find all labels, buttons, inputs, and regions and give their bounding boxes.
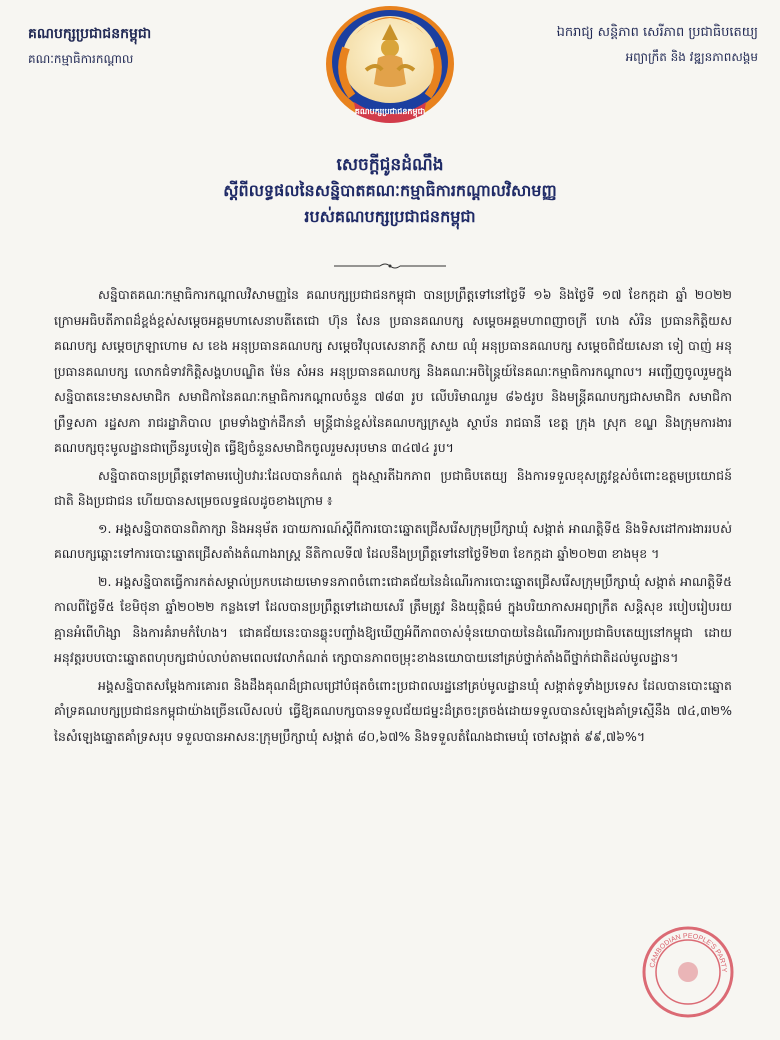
- document-body: [54, 282, 732, 751]
- logo-caption: គណបក្សប្រជាជនកម្ពុជា: [354, 107, 426, 116]
- svg-text:CAMBODIAN PEOPLE'S PARTY: CAMBODIAN PEOPLE'S PARTY: [649, 932, 728, 973]
- paragraph-item-2: ២. អង្គសន្និបាតធ្វើការកត់សម្គាល់ប្រកបដោយមោទនភាពចំពោះជោគជ័យនៃដំណើរការបោះឆ្នោតជ្រើសរើសក្រុមប្រឹក្សាឃុំ សង្កាត់ អាណត្តិទី៥ កាលពីថ្ងៃទី៥ ខែមិថុនា ឆ្នាំ២០២២ កន្លងទៅ ដែលបានប្រព្រឹត្តទៅដោយសេរី ត្រឹមត្រូវ និងយុត្តិធម៌ ក្នុងបរិយាកាសអព្យាក្រឹត សន្តិសុខ របៀបរៀបរយ គ្មានអំពើហិង្សា និងការគំរាមកំហែង។ ជោគជ័យនេះបានឆ្លុះបញ្ចាំងឱ្យឃើញអំពីភាពចាស់ទុំនយោបាយនៃដំណើរការប្រជាធិបតេយ្យនៅកម្ពុជា ដោយអនុវត្តរបបបោះឆ្នោតពហុបក្សជាប់លាប់តាមពេលវេលាកំណត់ ក្សោបានភាពចម្រុះខាងនយោបាយនៅគ្រប់ថ្នាក់តាំងពីថ្នាក់ជាតិដល់មូលដ្ឋាន។: [54, 573, 732, 665]
- title-line3: របស់គណបក្សប្រជាជនកម្ពុជា: [304, 207, 476, 226]
- paragraph-agenda: សន្និបាតបានប្រព្រឹត្តទៅតាមរបៀបវារៈដែលបានកំណត់ ក្នុងស្មារតីឯកភាព ប្រជាធិបតេយ្យ និងការទទួលខុសត្រូវខ្ពស់ចំពោះឧត្តមប្រយោជន៍ជាតិ និងប្រជាជន ហើយបានសម្រេចលទ្ធផលដូចខាងក្រោម ៖: [54, 467, 732, 508]
- national-motto-line2: អព្យាក្រឹត និង វឌ្ឍនភាពសង្គម: [625, 50, 758, 64]
- title-line1: សេចក្តីជូនដំណឹង: [336, 155, 444, 175]
- committee-name: គណៈកម្មាធិការកណ្តាល: [28, 52, 134, 66]
- national-motto-line1: ឯករាជ្យ សន្តិភាព សេរីភាព ប្រជាធិបតេយ្យ: [556, 25, 758, 40]
- document-title: [60, 152, 720, 230]
- party-seal-stamp: [640, 924, 736, 1020]
- paragraph-intro: សន្និបាតគណៈកម្មាធិការកណ្តាលវិសាមញ្ញនៃ គណបក្សប្រជាជនកម្ពុជា បានប្រព្រឹត្តទៅនៅថ្ងៃទី ១៦ និងថ្ងៃទី ១៧ ខែកក្កដា ឆ្នាំ ២០២២ ក្រោមអធិបតីភាពដ៏ខ្ពង់ខ្ពស់សម្តេចអគ្គមហាសេនាបតីតេជោ ហ៊ុន សែន ប្រធានគណបក្ស សម្តេចអគ្គមហាពញាចក្រី ហេង សំរិន ប្រធានកិត្តិយសគណបក្ស សម្តេចក្រឡាហោម ស ខេង អនុប្រធានគណបក្ស សម្តេចវិបុលសេនាភក្តី សាយ ឈុំ អនុប្រធានគណបក្ស សម្តេចពិជ័យសេនា ទៀ បាញ់ អនុប្រធានគណបក្ស លោកជំទាវកិត្តិសង្គហបណ្ឌិត ម៉ែន សំអន អនុប្រធានគណបក្ស និងគណៈអចិន្ត្រៃយ៍នៃគណៈកម្មាធិការកណ្តាល។ អញ្ជើញចូលរួមក្នុងសន្និបាតនេះមានសមាជិក សមាជិកានៃគណៈកម្មាធិការកណ្តាលចំនួន ៧៨៣ រូប លើបរិមាណរួម ៨៦៥រូប និងមន្ត្រីគណបក្សជាសមាជិក សមាជិកាព្រឹទ្ធសភា រដ្ឋសភា រាជរដ្ឋាភិបាល ព្រមទាំងថ្នាក់ដឹកនាំ មន្ត្រីជាន់ខ្ពស់នៃគណបក្សក្រសួង ស្ថាប័ន រាជធានី ខេត្ត ក្រុង ស្រុក ខណ្ឌ និងក្រុមការងារគណបក្សចុះមូលដ្ឋានជាច្រើនរូបទៀត ធ្វើឱ្យចំនួនសមាជិកចូលរួមសរុបមាន ៣៤៧៤ រូប។: [54, 287, 732, 455]
- ornament-divider: [330, 262, 450, 270]
- paragraph-item-1: ១. អង្គសន្និបាតបានពិភាក្សា និងអនុម័ត របាយការណ៍ស្តីពីការបោះឆ្នោតជ្រើសរើសក្រុមប្រឹក្សាឃុំ សង្កាត់ អាណត្តិទី៥ និងទិសដៅការងាររបស់គណបក្សឆ្ពោះទៅការបោះឆ្នោតជ្រើសតាំងតំណាងរាស្ត្រ នីតិកាលទី៧ ដែលនឹងប្រព្រឹត្តទៅនៅថ្ងៃទី២៣ ខែកក្កដា ឆ្នាំ២០២៣ ខាងមុខ ។: [54, 520, 732, 561]
- party-name: គណបក្សប្រជាជនកម្ពុជា: [28, 26, 152, 42]
- header-right: [478, 24, 758, 67]
- title-line2: ស្តីពីលទ្ធផលនៃសន្និបាតគណៈកម្មាធិការកណ្តាលវិសាមញ្ញ: [223, 181, 557, 200]
- paragraph-gratitude: អង្គសន្និបាតសម្តែងការគោរព និងដឹងគុណដ៏ជ្រាលជ្រៅបំផុតចំពោះប្រជាពលរដ្ឋនៅគ្រប់មូលដ្ឋានឃុំ សង្កាត់ទូទាំងប្រទេស ដែលបានបោះឆ្នោតគាំទ្រគណបក្សប្រជាជនកម្ពុជាយ៉ាងច្រើនលើសលប់ ធ្វើឱ្យគណបក្សបានទទួលជ័យជម្នះដ៏ត្រចះត្រចង់ដោយទទួលបានសំឡេងគាំទ្រស្មើនឹង ៧៤,៣២% នៃសំឡេងឆ្នោតគាំទ្រសរុប ទទួលបានអាសនៈក្រុមប្រឹក្សាឃុំ សង្កាត់ ៨០,៦៧% និងទទួលតំណែងជាមេឃុំ ចៅសង្កាត់ ៩៩,៧៦%។: [54, 677, 732, 744]
- header-left: [28, 24, 248, 69]
